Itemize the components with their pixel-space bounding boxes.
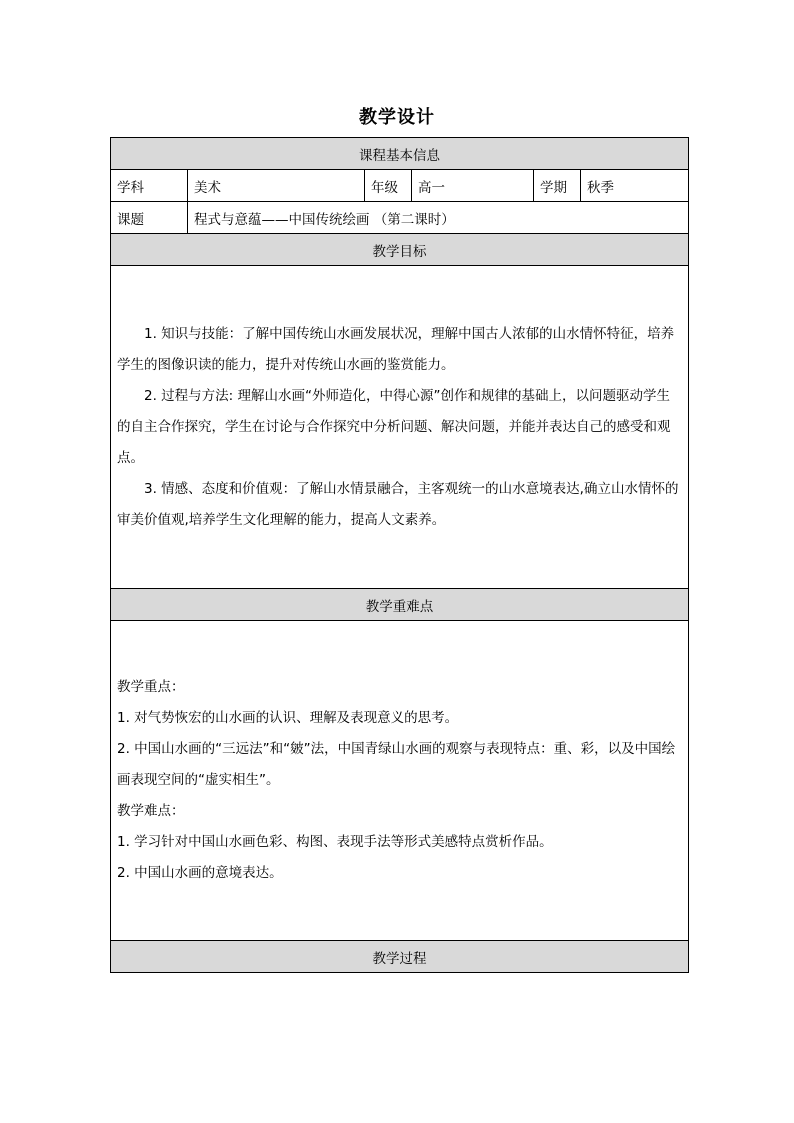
key-points-row [111,621,689,941]
objective-item: 1. 知识与技能：了解中国传统山水画发展状况，理解中国古人浓郁的山水情怀特征，培养学生的图像识读的能力，提升对传统山水画的鉴赏能力。 [117,325,675,373]
key-point-item: 1. 对气势恢宏的山水画的认识、理解及表现意义的思考。 [117,710,459,726]
grade-value: 高一 [412,170,534,202]
difficult-points-label: 教学难点： [117,803,185,819]
key-points-content [111,621,689,941]
basic-info-header-row [111,138,689,170]
topic-value: 程式与意蕴——中国传统绘画 （第二课时） [188,202,689,234]
topic-label: 课题 [111,202,188,234]
objective-item: 3. 情感、态度和价值观：了解山水情景融合，主客观统一的山水意境表达,确立山水情怀的审美价值观,培养学生文化理解的能力，提高人文素养。 [117,480,679,528]
objectives-content [111,266,689,589]
term-label: 学期 [534,170,581,202]
process-header: 教学过程 [111,941,689,973]
difficult-point-item: 1. 学习针对中国山水画色彩、构图、表现手法等形式美感特点赏析作品。 [117,834,553,850]
objectives-header: 教学目标 [111,234,689,266]
objectives-header-row [111,234,689,266]
term-value: 秋季 [581,170,689,202]
grade-label: 年级 [365,170,412,202]
document-title: 教学设计 [359,107,435,128]
key-point-item: 2. 中国山水画的“三远法”和“皴”法，中国青绿山水画的观察与表现特点：重、彩，以及中国绘画表现空间的“虚实相生”。 [117,741,676,788]
objective-item: 2. 过程与方法: 理解山水画“外师造化，中得心源”创作和规律的基础上，以问题驱动学生的自主合作探究，学生在讨论与合作探究中分析问题、解决问题，并能并表达自己的感受和观点。 [117,387,671,466]
topic-row [111,202,689,234]
key-points-label: 教学重点： [117,679,185,695]
subject-label: 学科 [111,170,188,202]
key-points-header: 教学重难点 [111,589,689,621]
difficult-point-item: 2. 中国山水画的意境表达。 [117,865,283,881]
process-header-row [111,941,689,973]
objectives-row [111,266,689,589]
key-points-header-row [111,589,689,621]
lesson-plan-table [110,137,689,973]
basic-info-header: 课程基本信息 [111,138,689,170]
subject-row [111,170,689,202]
subject-value: 美术 [188,170,365,202]
